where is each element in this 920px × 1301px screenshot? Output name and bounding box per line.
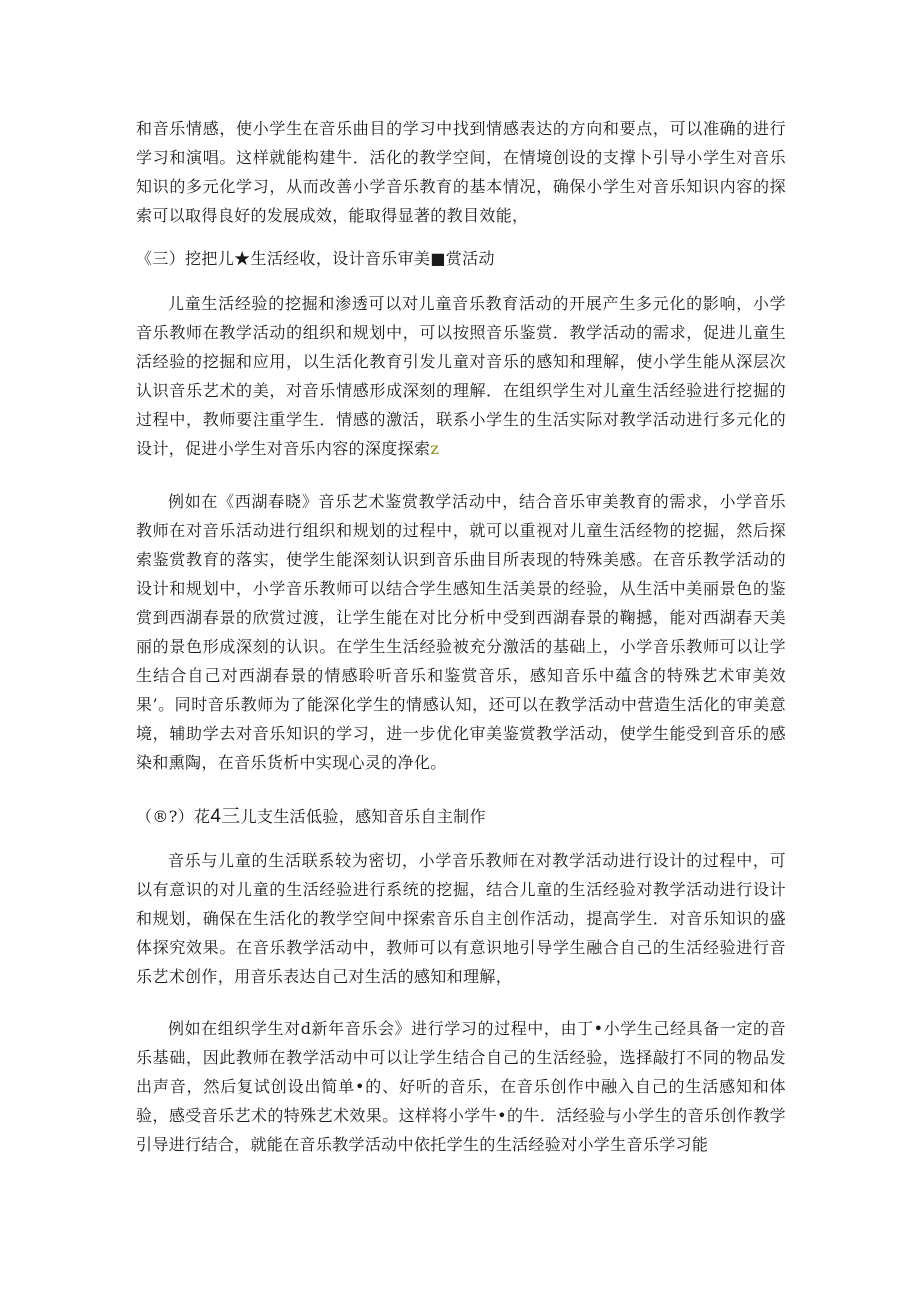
section-heading-3 (136, 245, 786, 273)
paragraph-section3-1-tail: z (430, 439, 440, 458)
heading-4-suffix: 儿支生活低验，感知音乐自主制作 (240, 807, 486, 826)
paragraph-section4-1: 音乐与儿童的生活联系较为密切，小学音乐教师在对教学活动进行设计的过程中，可以有意识的对儿童的生活经验进行系统的挖掘，结合儿童的生活经验对教学活动进行设计和规划，确保在生活化的教学空间中探索音乐自主创作活动，提高学生．对音乐知识的盛体探究效果。在音乐教学活动中，教师可以有意识地引导学生融合自己的生活经验进行音乐艺术创作，用音乐表达自己对生活的感知和理解， (136, 851, 786, 986)
heading-3-suffix: 赏活动 (445, 249, 495, 268)
paragraph-section3-2: 例如在《西湖春晓》音乐艺术鉴赏教学活动中，结合音乐审美教育的需求，小学音乐教师在对音乐活动进行组织和规划的过程中，就可以重视对儿童生活经物的挖掘，然后探索鉴赏教育的落实，使学生能深刻认识到音乐曲目所表现的特殊美感。在音乐教学活动的设计和规划中，小学音乐教师可以结合学生感知生活美景的经验，从生活中美丽景色的鉴赏到西湖春景的欣赏过渡，让学生能在对比分析中受到西湖春景的鞠撼，能对西湖春天美丽的景色形成深刻的认识。在学生生活经验被充分激活的基础上，小学音乐教师可以让学生结合自己对西湖春景的情感聆听音乐和鉴赏音乐，感知音乐中蕴含的特殊艺术审美效果’。同时音乐教师为了能深化学生的情感认知，还可以在教学活动中营造生活化的审美意境，辅助学去对音乐知识的学习，进一步优化审美鉴赏教学活动，使学生能受到音乐的感染和熏陶，在音乐货析中实现心灵的净化。 (136, 492, 786, 772)
square-icon: ■ (430, 249, 446, 268)
heading-4-prefix: （®?）花 (136, 807, 211, 826)
heading-3-prefix: 《三）挖把儿 (136, 249, 235, 268)
heading-4-middle: 三 (221, 806, 241, 827)
paragraph-intro: 和音乐情感，使小学生在音乐曲目的学习中找到情感表达的方向和要点，可以准确的进行学习和演唱。这样就能构建牛．活化的教学空间，在情境创设的支撑卜引导小学生对音乐知识的多元化学习，从而改善小学音乐教育的基本情况，确保小学生对音乐知识内容的探索可以取得良好的发展成效，能取得显著的教目效能， (136, 119, 786, 225)
heading-3-middle: 生活经收，设计音乐审美 (250, 249, 431, 268)
paragraph-section3-1-text: 儿童生活经验的挖掘和渗透可以对儿童音乐教育活动的开展产生多元化的影响，小学音乐教师在教学活动的组织和规划中，可以按照音乐鉴赏．教学活动的需求，促进儿童生活经验的挖掘和应用，以生活化教育引发儿童对音乐的感知和理解，使小学生能从深层次认识音乐艺术的美，对音乐情感形成深刻的理解．在组织学生对儿童生活经验进行挖掘的过程中，教师要注重学生．情感的激活，联系小学生的生活实际对教学活动进行多元化的设计，促进小学生对音乐内容的深度探索 (136, 294, 786, 458)
paragraph-section4-2: 例如在组织学生对d新年音乐会》进行学习的过程中，由丁•小学生己经具备一定的音乐基础，因此教师在教学活动中可以让学生结合自己的生活经验，选择敲打不同的物品发出声音，然后复试创设出简单•的、好听的音乐，在音乐创作中融入自己的生活感知和体验，感受音乐艺术的特殊艺术效果。这样将小学牛•的牛．活经验与小学生的音乐创作教学引导进行结合，就能在音乐教学活动中依托学生的生活经验对小学生音乐学习能 (136, 1019, 786, 1154)
star-icon: ★ (234, 249, 251, 268)
paragraph-section3-1 (136, 289, 786, 463)
section-heading-4 (136, 803, 786, 831)
heading-4-big: 4 (210, 806, 222, 827)
